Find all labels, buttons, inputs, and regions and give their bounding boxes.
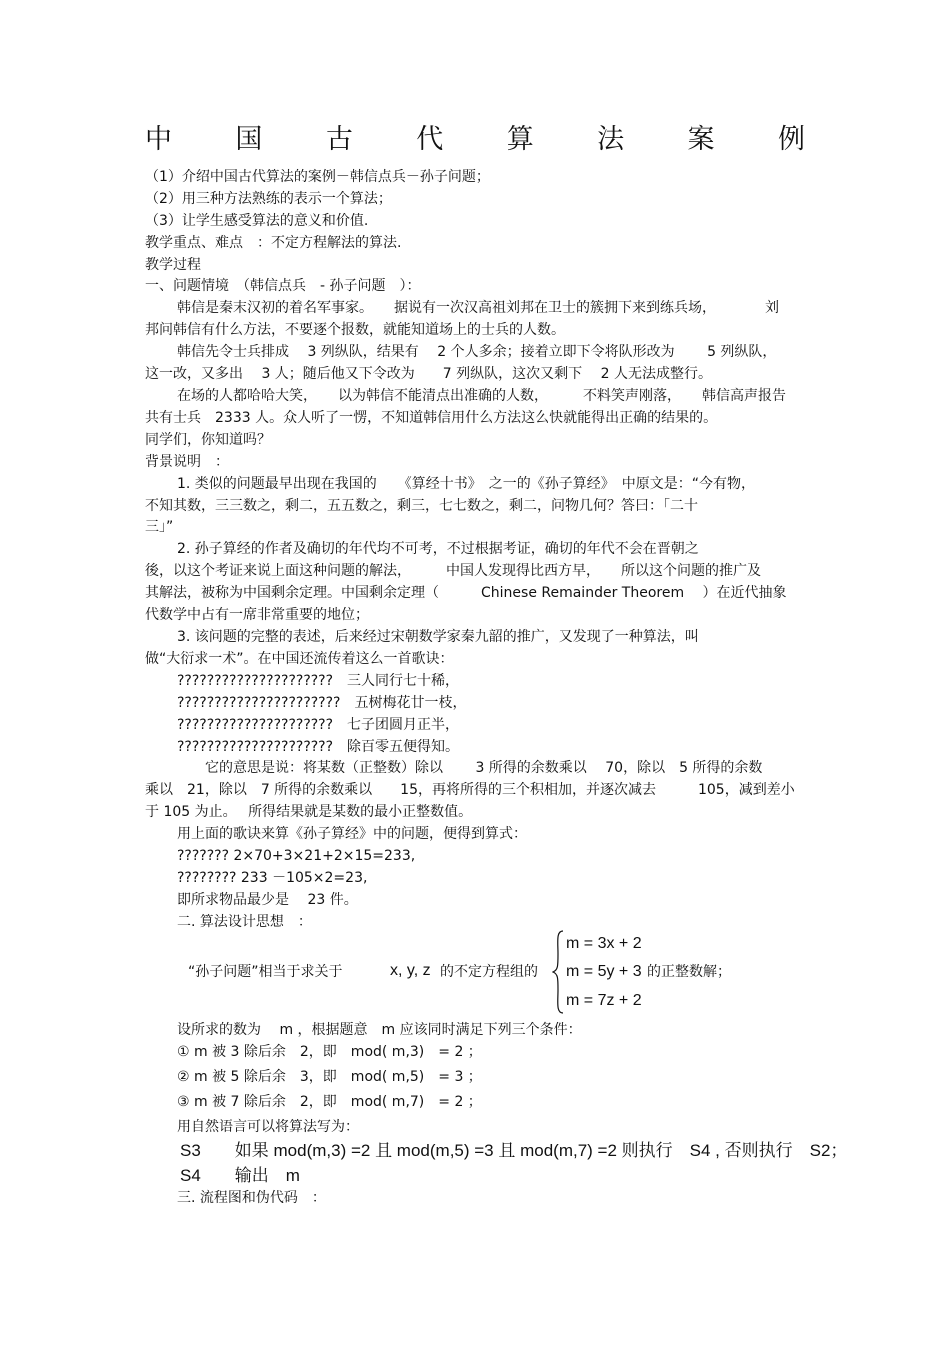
condition-line: ① m 被 3 除后余 2，即 mod( m,3) = 2 ； <box>177 1044 482 1060</box>
key-points: 教学重点、难点 ：不定方程解法的算法. <box>145 235 402 251</box>
paragraph-line: 2. 孙子算经的作者及确切的年代均不可考，不过根据考证，确切的年代不会在晋朝之 <box>177 541 699 557</box>
paragraph-line: 设所求的数为 m ，根据题意 m 应该同时满足下列三个条件： <box>177 1022 582 1038</box>
objective-1: （1）介绍中国古代算法的案例－韩信点兵－孙子问题； <box>145 169 490 185</box>
paragraph-line: 代数学中占有一席非常重要的地位； <box>145 607 369 623</box>
title-char: 案 <box>687 124 715 155</box>
paragraph-line: 在场的人都哈哈大笑， 以为韩信不能清点出准确的人数， 不料笑声刚落， 韩信高声报告 <box>177 388 786 404</box>
calculation-line: ???????? 233 －105×2=23, <box>177 870 368 886</box>
paragraph-line: 做“大衍求一术”。在中国还流传着这么一首歌诀： <box>145 651 454 667</box>
equation-3: m = 7z + 2 <box>566 992 642 1009</box>
title-char: 国 <box>235 124 263 155</box>
algorithm-step: S3 如果 mod(m,3) =2 且 mod(m,5) =3 且 mod(m,7) =2 则执行 S4 , 否则执行 S2； <box>180 1141 848 1160</box>
system-variables: x, y, z <box>390 962 431 979</box>
system-tail: 的正整数解； <box>647 964 731 980</box>
paragraph-line: 韩信先令士兵排成 3 列纵队，结果有 2 个人多余；接着立即下令将队形改为 5 列纵队， <box>177 344 777 360</box>
objective-3: （3）让学生感受算法的意义和价值. <box>145 213 369 229</box>
title-char: 古 <box>325 124 353 155</box>
paragraph-line: 其解法，被称为中国剩余定理。中国剩余定理（ Chinese Remainder Theorem ）在近代抽象 <box>145 585 787 601</box>
equation-2: m = 5y + 3 <box>566 963 642 980</box>
paragraph-line: 韩信是秦末汉初的着名军事家。 据说有一次汉高祖刘邦在卫士的簇拥下来到练兵场， 刘 <box>177 300 779 316</box>
system-mid: 的不定方程组的 <box>440 964 538 980</box>
title-char: 法 <box>597 124 625 155</box>
calculation-line: ??????? 2×70+3×21+2×15=233, <box>177 848 416 864</box>
condition-line: ③ m 被 7 除后余 2，即 mod( m,7) = 2 ； <box>177 1094 482 1110</box>
condition-line: ② m 被 5 除后余 3，即 mod( m,5) = 3 ； <box>177 1069 482 1085</box>
brace-icon <box>552 930 564 1014</box>
paragraph-line: 于 105 为止。 所得结果就是某数的最小正整数值。 <box>145 804 473 820</box>
paragraph-line: 共有士兵 2333 人。众人听了一愣，不知道韩信用什么方法这么快就能得出正确的结果的。 <box>145 410 718 426</box>
paragraph-line: 它的意思是说：将某数（正整数）除以 3 所得的余数乘以 70，除以 5 所得的余数 <box>177 760 763 776</box>
poem-line: ????????????????????? 三人同行七十稀， <box>177 673 460 689</box>
section-heading: 二. 算法设计思想 ： <box>177 914 312 930</box>
section-heading: 三. 流程图和伪代码 ： <box>177 1190 326 1206</box>
paragraph-line: 1. 类似的问题最早出现在我国的 《算经十书》 之一的《孙子算经》 中原文是：“今有物， <box>177 476 756 492</box>
title-char: 例 <box>777 124 805 155</box>
paragraph-line: 後，以这个考证来说上面这种问题的解法， 中国人发现得比西方早， 所以这个问题的推广及 <box>145 563 761 579</box>
section-heading: 教学过程 <box>145 257 201 273</box>
poem-line: ????????????????????? 除百零五便得知。 <box>177 739 460 755</box>
paragraph-line: 用上面的歌诀来算《孙子算经》中的问题，便得到算式： <box>177 826 527 842</box>
section-heading: 一、问题情境 （韩信点兵 - 孙子问题 ）： <box>145 278 421 294</box>
paragraph-line: 3. 该问题的完整的表述，后来经过宋朝数学家秦九韶的推广，又发现了一种算法，叫 <box>177 629 699 645</box>
objective-2: （2）用三种方法熟练的表示一个算法； <box>145 191 392 207</box>
title-char: 中 <box>145 124 172 155</box>
page-title <box>145 122 805 158</box>
title-char: 代 <box>416 124 444 155</box>
title-char: 算 <box>506 124 534 155</box>
paragraph-line: 乘以 21，除以 7 所得的余数乘以 15，再将所得的三个积相加，并逐次减去 105，减到差小 <box>145 782 795 798</box>
paragraph-line: 即所求物品最少是 23 件。 <box>177 892 358 908</box>
paragraph-line: 这一改，又多出 3 人；随后他又下令改为 7 列纵队，这次又剩下 2 人无法成整行。 <box>145 366 712 382</box>
poem-line: ?????????????????????? 五树梅花廿一枝， <box>177 695 467 711</box>
section-heading: 背景说明 ： <box>145 454 229 470</box>
algorithm-step: S4 输出 m <box>180 1166 300 1185</box>
paragraph-line: 同学们，你知道吗？ <box>145 432 271 448</box>
poem-line: ????????????????????? 七子团圆月正半， <box>177 717 460 733</box>
paragraph-line: 邦问韩信有什么方法，不要逐个报数，就能知道场上的士兵的人数。 <box>145 322 565 338</box>
paragraph-line: 用自然语言可以将算法写为： <box>177 1119 359 1135</box>
paragraph-line: 不知其数，三三数之，剩二，五五数之，剩三，七七数之，剩二，问物几何？答曰：「二十 <box>145 498 698 514</box>
equation-1: m = 3x + 2 <box>566 935 642 952</box>
paragraph-line: 三」” <box>145 519 174 535</box>
system-intro: “孙子问题”相当于求关于 <box>188 964 343 980</box>
